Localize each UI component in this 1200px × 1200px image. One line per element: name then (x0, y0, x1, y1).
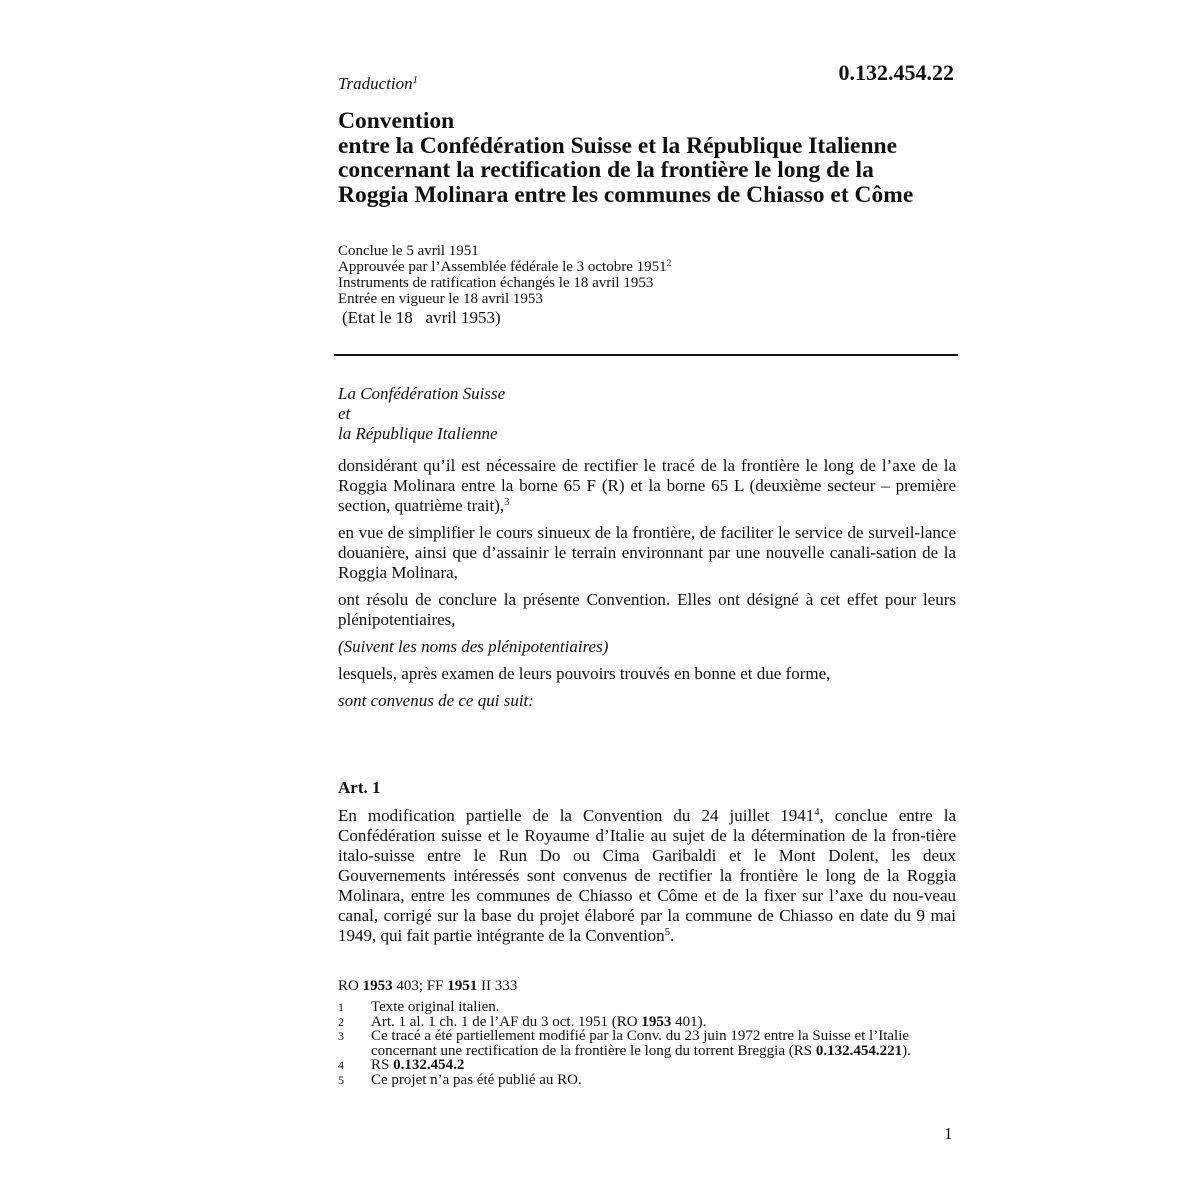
footnote-3-number: 3 (338, 1029, 344, 1043)
footnotes (338, 1000, 958, 1087)
article-1-text-c: . (669, 926, 675, 945)
footnote-2-text-a: Art. 1 al. 1 ch. 1 de l’AF du 3 oct. 1951 (RO (371, 1013, 638, 1030)
preamble-agreement: sont convenus de ce qui suit: (338, 691, 534, 710)
article-1-body (338, 806, 956, 946)
preamble-paragraph-1 (338, 456, 956, 516)
document-title (338, 109, 958, 207)
ro-reference (338, 978, 517, 995)
footnote-ref-5[interactable]: 5 (664, 927, 670, 939)
title-line-3: concernant la rectification de la frontière le long de la (338, 157, 874, 183)
footnote-5 (338, 1073, 958, 1088)
footnote-2-year: 1953 (641, 1013, 672, 1030)
ro-label: RO (338, 978, 359, 994)
footnote-4-number: 4 (338, 1058, 344, 1072)
article-1-heading: Art. 1 (338, 778, 381, 797)
preamble-paragraph-3: ont résolu de conclure la présente Convention. Elles ont désigné à cet effet pour leurs plénipotentiaires, (338, 590, 956, 629)
preamble-plenipotentiaries-note: (Suivent les noms des plénipotentiaires) (338, 637, 609, 656)
concluded-date: Conclue le 5 avril 1951 (338, 243, 479, 259)
footnote-3-rs-number[interactable]: 0.132.454.221 (815, 1042, 903, 1059)
footnote-2 (338, 1015, 958, 1030)
footnote-2-text (371, 1015, 958, 1030)
article-1-text-b: , conclue entre la Confédération suisse et le Royaume d’Italie au sujet de la détermination de la fron-tière italo-suisse entre le Run Do ou Cima Garibaldi et le Mont Dolent, les deux Gouvernements intéressés sont convenus de rectifier la frontière le long de la Roggia Molinara, entre les communes de Chiasso et Côme et de la fixer sur l’axe du nou-veau canal, corrigé sur la base du projet élaboré par la commune de Chiasso en date du 9 mai 1949, qui fait partie intégrante de la Convention (338, 806, 956, 945)
preamble-paragraph-5: lesquels, après examen de leurs pouvoirs trouvés en bonne et due forme, (338, 664, 831, 683)
footnote-ref-1[interactable]: 1 (412, 75, 418, 87)
contracting-parties (338, 384, 505, 444)
title-line-4: Roggia Molinara entre les communes de Chiasso et Côme (338, 181, 914, 208)
footnote-3-text-a: Ce tracé a été partiellement modifié par la Conv. du 23 juin 1972 entre la Suisse et l’Italie concernant une rectification de la frontière le long du torrent Breggia (RS (371, 1028, 910, 1059)
footnote-1-text: Texte original italien. (371, 999, 500, 1015)
footnote-ref-2[interactable]: 2 (666, 258, 672, 269)
document-metadata (338, 243, 671, 326)
footnote-4 (338, 1058, 958, 1073)
translation-text: Traduction (338, 74, 413, 93)
party-italy: la République Italienne (338, 424, 498, 443)
preamble-paragraph-2: en vue de simplifier le cours sinueux de la frontière, de faciliter le service de surveil-lance douanière, ainsi que d’assainir le terrain environnant par une nouvelle canali-sation de la Roggia Molinara, (338, 523, 956, 582)
approval-text: Approuvée par l’Assemblée fédérale le 3 octobre 1951 (338, 259, 667, 275)
footnote-5-text: Ce projet n’a pas été publié au RO. (371, 1071, 582, 1088)
preamble (338, 456, 956, 718)
ro-year: 1953 (362, 978, 393, 994)
footnote-1 (338, 1000, 958, 1015)
document-number: 0.132.454.22 (838, 60, 954, 85)
footnote-3-text-b: ). (902, 1042, 911, 1059)
preamble-paragraph-1-text: donsidérant qu’il est nécessaire de rectifier le tracé de la frontière le long de l’axe de la Roggia Molinara entre la borne 65 F (R) et la borne 65 L (deuxième secteur – première section, quatrième trait), (338, 456, 956, 515)
footnote-4-text-a: RS (371, 1057, 390, 1073)
footnote-1-number: 1 (338, 1000, 344, 1014)
ro-page: 403; FF (396, 978, 444, 994)
approval-date (338, 259, 671, 275)
article-1-text-a: En modification partielle de la Convention du 24 juillet 1941 (338, 806, 815, 825)
party-conjunction: et (338, 404, 351, 423)
translation-label (338, 74, 418, 94)
page-number: 1 (944, 1124, 953, 1143)
header-divider (334, 354, 958, 356)
footnote-5-number: 5 (338, 1072, 344, 1087)
footnote-4-text (371, 1058, 958, 1073)
footnote-3 (338, 1029, 958, 1058)
ff-reference: II 333 (480, 978, 518, 994)
party-switzerland: La Confédération Suisse (338, 384, 506, 403)
footnote-ref-3[interactable]: 3 (504, 497, 510, 509)
entry-into-force-date: Entrée en vigueur le 18 avril 1953 (338, 291, 543, 307)
ff-year: 1951 (447, 978, 478, 994)
footnote-3-text (371, 1029, 958, 1058)
title-line-1: Convention (338, 108, 455, 134)
footnote-2-number: 2 (338, 1014, 344, 1029)
footnote-ref-4[interactable]: 4 (814, 807, 820, 819)
title-line-2: entre la Confédération Suisse et la République Italienne (338, 132, 898, 159)
ratification-date: Instruments de ratification échangés le 18 avril 1953 (338, 275, 654, 291)
footnote-4-rs-number[interactable]: 0.132.454.2 (393, 1057, 465, 1073)
state-date: (Etat le 18 avril 1953) (342, 308, 501, 327)
footnote-2-text-b: 401). (675, 1013, 707, 1030)
